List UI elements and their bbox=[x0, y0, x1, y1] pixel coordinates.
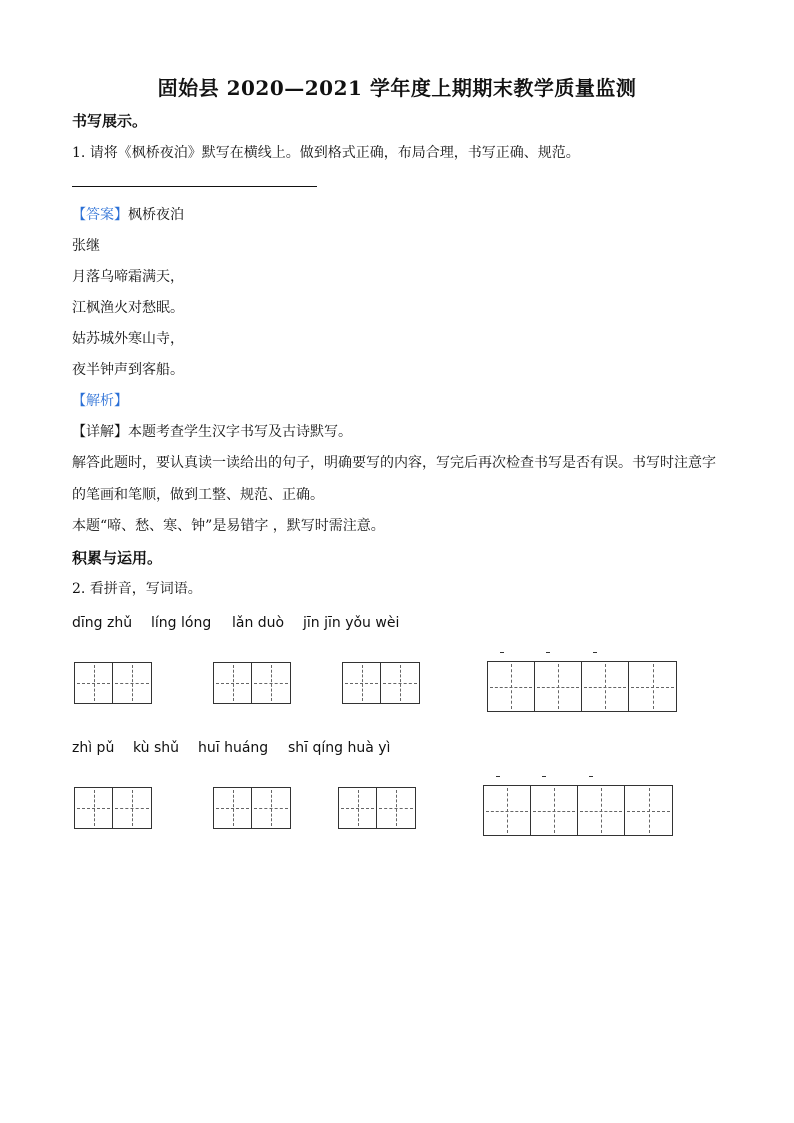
pinyin-7: huī huáng bbox=[198, 740, 269, 756]
pinyin-1: dīng zhǔ bbox=[72, 615, 133, 631]
poem-author: 张继 bbox=[72, 238, 100, 254]
explain-line-1: 解答此题时，要认真读一读给出的句子，明确要写的内容，写完后再次检查书写是否有误。书写时注意字 bbox=[72, 455, 716, 471]
pinyin-3: lǎn duò bbox=[232, 615, 285, 631]
writing-grid-6[interactable] bbox=[213, 787, 291, 829]
grid-dash bbox=[593, 652, 597, 653]
answer-tag: 【答案】 bbox=[72, 207, 128, 223]
page-title: 固始县 2020—2021 学年度上期期末教学质量监测 bbox=[157, 76, 637, 100]
analysis-tag: 【解析】 bbox=[72, 393, 128, 409]
question-1: 1. 请将《枫桥夜泊》默写在横线上。做到格式正确，布局合理，书写正确、规范。 bbox=[72, 145, 580, 161]
question-2: 2. 看拼音，写词语。 bbox=[72, 581, 202, 597]
writing-grid-1[interactable] bbox=[74, 662, 152, 704]
poem-line-2: 江枫渔火对愁眠。 bbox=[72, 300, 184, 316]
detail-tag: 【详解】 bbox=[72, 424, 128, 440]
pinyin-8: shī qíng huà yì bbox=[288, 740, 391, 756]
writing-grid-8[interactable] bbox=[483, 785, 673, 836]
grid-dash bbox=[589, 776, 593, 777]
answer-row bbox=[72, 204, 184, 224]
answer-line bbox=[72, 186, 317, 187]
pinyin-4: jīn jīn yǒu wèi bbox=[303, 615, 400, 631]
writing-grid-3[interactable] bbox=[342, 662, 420, 704]
detail-text: 本题考查学生汉字书写及古诗默写。 bbox=[128, 424, 352, 440]
grid-dash bbox=[496, 776, 500, 777]
explain-line-3: 本题“啼、愁、寒、钟”是易错字 ，默写时需注意。 bbox=[72, 518, 385, 534]
pinyin-2: líng lóng bbox=[151, 615, 212, 631]
section-heading-writing: 书写展示。 bbox=[72, 112, 148, 130]
writing-grid-7[interactable] bbox=[338, 787, 416, 829]
detail-row bbox=[72, 421, 352, 441]
writing-grid-4[interactable] bbox=[487, 661, 677, 712]
pinyin-5: zhì pǔ bbox=[72, 740, 115, 756]
writing-grid-5[interactable] bbox=[74, 787, 152, 829]
grid-dash bbox=[546, 652, 550, 653]
poem-title: 枫桥夜泊 bbox=[128, 207, 184, 223]
poem-line-4: 夜半钟声到客船。 bbox=[72, 362, 184, 378]
section-heading-accumulation: 积累与运用。 bbox=[72, 549, 163, 567]
explain-line-2: 的笔画和笔顺，做到工整、规范、正确。 bbox=[72, 487, 324, 503]
grid-dash bbox=[542, 776, 546, 777]
writing-grid-2[interactable] bbox=[213, 662, 291, 704]
poem-line-3: 姑苏城外寒山寺， bbox=[72, 331, 184, 347]
grid-dash bbox=[500, 652, 504, 653]
pinyin-6: kù shǔ bbox=[133, 740, 180, 756]
poem-line-1: 月落乌啼霜满天， bbox=[72, 269, 184, 285]
